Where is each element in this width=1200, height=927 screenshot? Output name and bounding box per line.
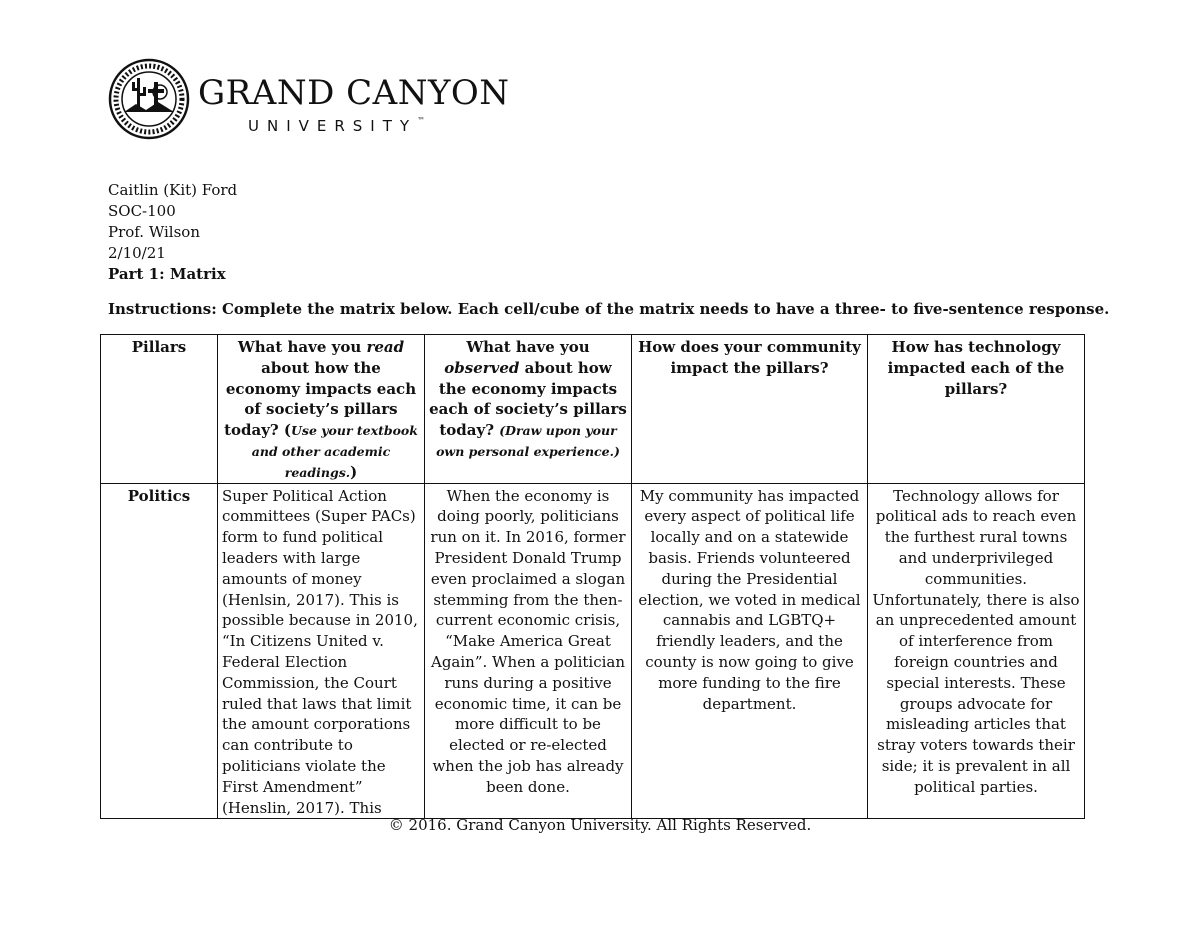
cell-technology-politics: Technology allows for political ads to reach even the furthest rural towns and underprivileged communities. Unfortunately, there is also an unprecedented amount of interference from foreign countries and special interests. These groups advocate for misleading articles that stray voters towards their side; it is prevalent in all political parties.	[868, 483, 1085, 819]
header-read-text-2: about how the economy impacts each of society’s pillars today? (	[224, 358, 417, 440]
submission-date: 2/10/21	[108, 244, 166, 262]
header-pillars	[101, 335, 218, 484]
table-header-row	[101, 335, 1085, 484]
logo-wordmark: GRAND CANYON	[198, 73, 510, 113]
student-name: Caitlin (Kit) Ford	[108, 181, 238, 199]
student-header	[108, 180, 237, 285]
header-technology-label: How has technology impacted each of the pillars?	[887, 338, 1065, 398]
trademark-mark: ™	[417, 116, 426, 125]
header-read-emphasis: read	[366, 338, 405, 356]
cell-community-politics: My community has impacted every aspect of political life locally and on a statewide basis. Friends volunteered during the Presidential election, we voted in medical cannabis and LGBTQ+ friendly leaders, and the county is now going to give more funding to the fire department.	[632, 483, 868, 819]
cell-read-politics: Super Political Action committees (Super PACs) form to fund political leaders with large amounts of money (Henlsin, 2017). This is possible because in 2010, “In Citizens United v. Federal Election Commission, the Court ruled that laws that limit the amount corporations can contribute to politicians violate the First Amendment” (Henslin, 2017). This	[218, 483, 425, 819]
header-observed-text-1: What have you	[466, 338, 590, 356]
pillars-matrix-table	[100, 334, 1085, 819]
copyright-footer: © 2016. Grand Canyon University. All Rights Reserved.	[388, 816, 812, 834]
header-observed-text-2: about how the economy impacts each of society’s pillars today?	[429, 358, 627, 440]
header-read-text-1: What have you	[237, 338, 367, 356]
professor-name: Prof. Wilson	[108, 223, 200, 241]
table-row	[101, 483, 1085, 819]
logo-subtitle: UNIVERSITY	[248, 117, 418, 135]
header-observed-emphasis: observed	[444, 358, 520, 377]
gcu-logo	[108, 58, 510, 140]
header-read-close: )	[350, 462, 358, 481]
header-observed-note: (Draw upon your own personal experience.)	[436, 423, 620, 459]
header-technology	[868, 335, 1085, 484]
row-pillar-politics: Politics	[101, 483, 218, 819]
header-read	[218, 335, 425, 484]
part-title: Part 1: Matrix	[108, 265, 226, 283]
header-community-label: How does your community impact the pillars?	[638, 338, 861, 377]
header-read-note: Use your textbook and other academic readings.	[251, 423, 418, 480]
course-code: SOC-100	[108, 202, 176, 220]
header-observed	[425, 335, 632, 484]
instructions-text: Instructions: Complete the matrix below. Each cell/cube of the matrix needs to have a three- to five-sentence response.	[108, 300, 1110, 318]
header-pillars-label: Pillars	[131, 338, 187, 356]
university-seal-icon	[110, 60, 188, 138]
header-community	[632, 335, 868, 484]
cell-observed-politics: When the economy is doing poorly, politicians run on it. In 2016, former President Donald Trump even proclaimed a slogan stemming from the then-current economic crisis, “Make America Great Again”. When a politician runs during a positive economic time, it can be more difficult to be elected or re-elected when the job has already been done.	[425, 483, 632, 819]
logo-subtitle-row	[248, 116, 425, 135]
